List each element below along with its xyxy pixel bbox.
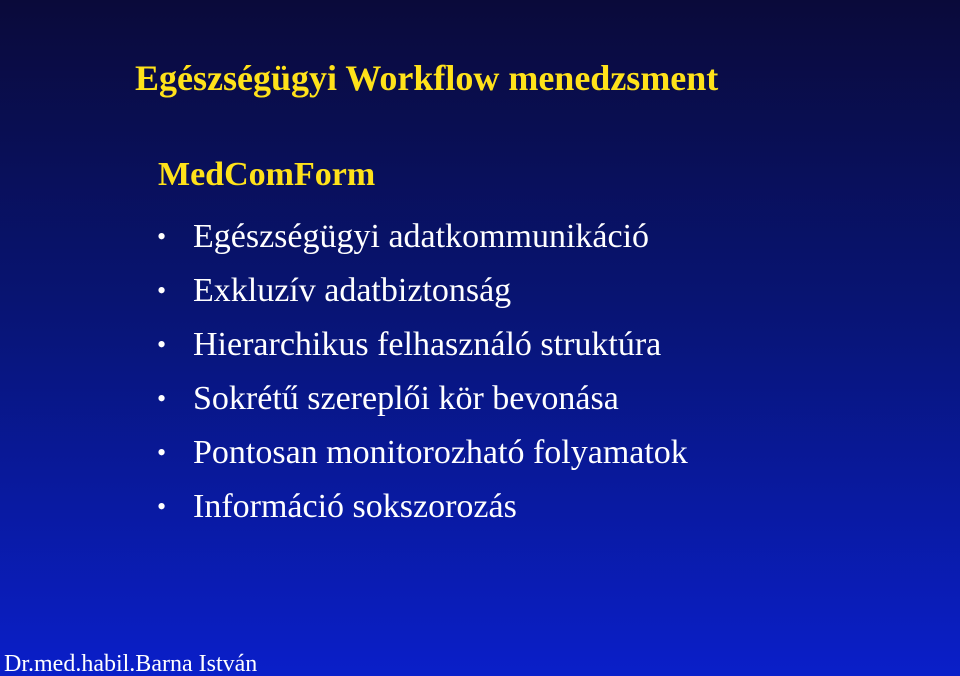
bullet-dot-icon: • bbox=[157, 492, 167, 521]
bullet-dot-icon: • bbox=[157, 384, 167, 413]
bullet-item bbox=[157, 210, 688, 264]
bullet-item bbox=[157, 480, 688, 534]
bullet-text: Exkluzív adatbiztonság bbox=[193, 272, 512, 309]
bullet-text: Egészségügyi adatkommunikáció bbox=[193, 218, 650, 255]
bullet-item bbox=[157, 372, 688, 426]
bullet-item bbox=[157, 264, 688, 318]
slide-title: Egészségügyi Workflow menedzsment bbox=[135, 58, 719, 98]
bullet-text: Sokrétű szereplői kör bevonása bbox=[193, 380, 619, 417]
bullet-text: Információ sokszorozás bbox=[193, 488, 517, 525]
bullet-list bbox=[157, 210, 688, 534]
bullet-dot-icon: • bbox=[157, 330, 167, 359]
author-footer: Dr.med.habil.Barna István bbox=[4, 651, 258, 676]
slide-subtitle: MedComForm bbox=[158, 156, 376, 193]
bullet-text: Pontosan monitorozható folyamatok bbox=[193, 434, 688, 471]
bullet-dot-icon: • bbox=[157, 438, 167, 467]
bullet-item bbox=[157, 426, 688, 480]
bullet-item bbox=[157, 318, 688, 372]
bullet-text: Hierarchikus felhasználó struktúra bbox=[193, 326, 662, 363]
bullet-dot-icon: • bbox=[157, 222, 167, 251]
bullet-dot-icon: • bbox=[157, 276, 167, 305]
